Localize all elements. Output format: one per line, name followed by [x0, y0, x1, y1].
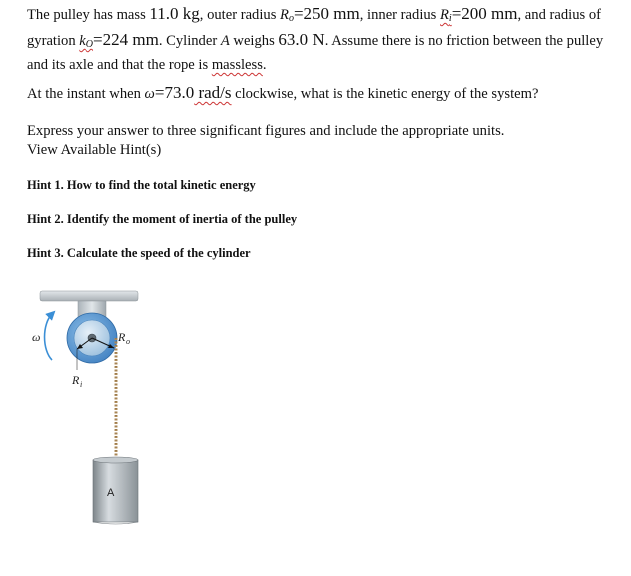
- hint-1[interactable]: Hint 1. How to find the total kinetic energy: [27, 178, 256, 192]
- cylinder-label: A: [107, 487, 115, 499]
- ri-symbol: R: [440, 7, 449, 23]
- svg-text:i: i: [80, 380, 83, 389]
- question: At the instant when ω=73.0 rad/s clockwise, what is the kinetic energy of the system?: [27, 83, 539, 102]
- omega-value: =73.0: [154, 83, 195, 102]
- instruction: Express your answer to three significant figures and include the appropriate units.: [27, 123, 505, 139]
- ro-value: =250: [293, 4, 330, 23]
- ro-label: R: [118, 330, 126, 344]
- mass-unit: kg: [178, 4, 200, 23]
- hint-3[interactable]: Hint 3. Calculate the speed of the cylinder: [27, 246, 251, 260]
- ri-value: =200: [451, 4, 487, 23]
- k-symbol: k: [79, 33, 86, 49]
- view-hints-link[interactable]: View Available Hint(s): [27, 142, 162, 158]
- massless-word: massless: [211, 57, 263, 73]
- omega-symbol: ω: [144, 86, 155, 102]
- omega-arrow: [45, 314, 52, 360]
- k-value: =224: [93, 30, 129, 49]
- svg-text:o: o: [126, 337, 130, 346]
- omega-label: ω: [32, 330, 41, 344]
- ro-symbol: R: [280, 7, 289, 23]
- pulley-figure: [30, 286, 170, 528]
- weight-value: 63.0: [278, 30, 309, 49]
- cylinder-a: [93, 460, 138, 522]
- problem-statement: The pulley has mass 11.0 kg, outer radius $R_o=250$ mm, inner radius $R_i=200$ mm, and radius of gyration $k_O=224$ mm. Cylinder A weighs 63.0 N. Assume there is no friction between the pulley and its axle and that the rope is massless.: [27, 4, 604, 73]
- ri-label: R: [72, 373, 80, 387]
- mass-value: 11.0: [149, 4, 179, 23]
- ceiling-plate: [40, 291, 138, 301]
- cylinder-symbol: A: [220, 33, 230, 49]
- hint-2[interactable]: Hint 2. Identify the moment of inertia of the pulley: [27, 212, 298, 226]
- omega-unit: rad/s: [194, 83, 232, 102]
